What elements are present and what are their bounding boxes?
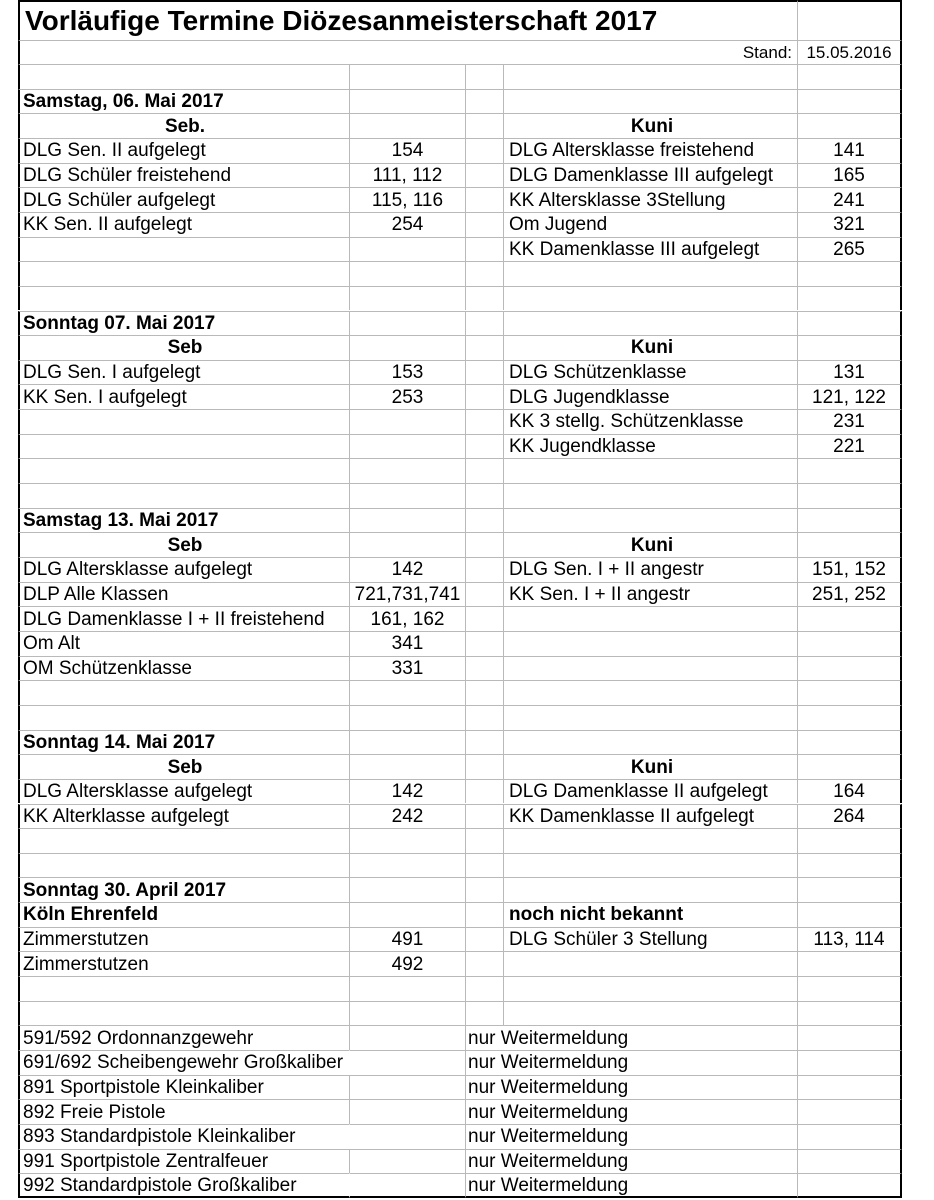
event-row (18, 384, 902, 409)
weitermeldung-row (18, 1050, 902, 1075)
day-date: Sonntag 30. April 2017 (18, 877, 349, 902)
blank-row (18, 261, 902, 286)
event-right-number: 164 (797, 779, 902, 804)
blank-row (18, 458, 902, 483)
event-left-name: DLG Altersklasse aufgelegt (18, 779, 349, 804)
event-right-name: DLG Schüler 3 Stellung (503, 927, 797, 952)
event-left-number (349, 434, 465, 459)
event-row (18, 582, 902, 607)
event-row (18, 631, 902, 656)
event-right-number: 321 (797, 212, 902, 237)
event-right-name: KK Damenklasse II aufgelegt (503, 804, 797, 829)
event-right-number (797, 951, 902, 976)
location-left: Köln Ehrenfeld (18, 902, 349, 927)
location-row (18, 754, 902, 779)
location-right: noch nicht bekannt (503, 902, 797, 927)
event-left-number: 153 (349, 360, 465, 385)
event-right-number (797, 631, 902, 656)
discipline-name: 691/692 Scheibengewehr Großkaliber (18, 1050, 349, 1075)
blank-row (18, 286, 902, 311)
event-row (18, 804, 902, 829)
location-left: Seb (18, 754, 349, 779)
location-row (18, 532, 902, 557)
event-left-name (18, 409, 349, 434)
event-left-name: OM Schützenklasse (18, 656, 349, 681)
location-right: Kuni (503, 754, 797, 779)
event-right-number: 165 (797, 163, 902, 188)
day-date: Sonntag 14. Mai 2017 (18, 730, 349, 755)
event-right-number: 121, 122 (797, 384, 902, 409)
weitermeldung-note: nur Weitermeldung (465, 1099, 797, 1124)
event-right-number: 113, 114 (797, 927, 902, 952)
event-row (18, 557, 902, 582)
event-left-number: 491 (349, 927, 465, 952)
weitermeldung-note: nur Weitermeldung (465, 1124, 797, 1149)
event-left-number: 242 (349, 804, 465, 829)
location-row (18, 113, 902, 138)
weitermeldung-row (18, 1173, 902, 1198)
event-row (18, 237, 902, 262)
event-left-name: DLG Sen. II aufgelegt (18, 138, 349, 163)
event-right-name: KK Sen. I + II angestr (503, 582, 797, 607)
event-left-name: KK Sen. I aufgelegt (18, 384, 349, 409)
discipline-name: 591/592 Ordonnanzgewehr (18, 1025, 349, 1050)
location-left: Seb (18, 335, 349, 360)
event-right-name (503, 606, 797, 631)
event-left-number: 115, 116 (349, 187, 465, 212)
location-right: Kuni (503, 532, 797, 557)
event-left-name: DLG Altersklasse aufgelegt (18, 557, 349, 582)
event-left-number: 142 (349, 779, 465, 804)
blank-row (18, 64, 902, 89)
event-row (18, 212, 902, 237)
day-header-row (18, 311, 902, 336)
weitermeldung-note: nur Weitermeldung (465, 1075, 797, 1100)
event-row (18, 779, 902, 804)
event-right-name: KK 3 stellg. Schützenklasse (503, 409, 797, 434)
event-right-number: 131 (797, 360, 902, 385)
event-right-name: KK Jugendklasse (503, 434, 797, 459)
blank-row (18, 853, 902, 878)
event-right-name: KK Altersklasse 3Stellung (503, 187, 797, 212)
event-left-name: Om Alt (18, 631, 349, 656)
event-left-name: DLG Schüler freistehend (18, 163, 349, 188)
event-left-name: DLG Sen. I aufgelegt (18, 360, 349, 385)
blank-row (18, 976, 902, 1001)
weitermeldung-note: nur Weitermeldung (465, 1050, 797, 1075)
event-right-name: DLG Altersklasse freistehend (503, 138, 797, 163)
event-left-number: 253 (349, 384, 465, 409)
weitermeldung-row (18, 1075, 902, 1100)
event-left-number: 254 (349, 212, 465, 237)
event-right-number: 141 (797, 138, 902, 163)
day-date: Samstag 13. Mai 2017 (18, 508, 349, 533)
event-right-name: DLG Jugendklasse (503, 384, 797, 409)
event-left-name: Zimmerstutzen (18, 951, 349, 976)
event-left-number (349, 237, 465, 262)
event-left-name: Zimmerstutzen (18, 927, 349, 952)
event-right-number: 265 (797, 237, 902, 262)
event-right-name (503, 951, 797, 976)
event-row (18, 138, 902, 163)
event-left-name: DLP Alle Klassen (18, 582, 349, 607)
weitermeldung-note: nur Weitermeldung (465, 1149, 797, 1174)
weitermeldung-note: nur Weitermeldung (465, 1173, 797, 1198)
event-row (18, 360, 902, 385)
event-row (18, 409, 902, 434)
page-title: Vorläufige Termine Diözesanmeisterschaft 2017 (18, 0, 797, 40)
location-row (18, 335, 902, 360)
event-right-number (797, 606, 902, 631)
schedule-sheet (18, 0, 902, 1198)
weitermeldung-row (18, 1025, 902, 1050)
event-row (18, 187, 902, 212)
day-header-row (18, 508, 902, 533)
event-right-name: DLG Schützenklasse (503, 360, 797, 385)
day-date: Samstag, 06. Mai 2017 (18, 89, 349, 114)
event-row (18, 606, 902, 631)
event-row (18, 434, 902, 459)
blank-row (18, 828, 902, 853)
event-left-number: 111, 112 (349, 163, 465, 188)
event-right-number: 231 (797, 409, 902, 434)
weitermeldung-row (18, 1124, 902, 1149)
event-left-number: 721,731,741 (349, 582, 465, 607)
discipline-name: 893 Standardpistole Kleinkaliber (18, 1124, 349, 1149)
event-right-name: DLG Damenklasse II aufgelegt (503, 779, 797, 804)
location-right: Kuni (503, 335, 797, 360)
stand-row (18, 40, 902, 64)
event-right-name: DLG Sen. I + II angestr (503, 557, 797, 582)
event-right-name: DLG Damenklasse III aufgelegt (503, 163, 797, 188)
blank-row (18, 705, 902, 730)
day-header-row (18, 89, 902, 114)
blank-row (18, 680, 902, 705)
day-header-row (18, 877, 902, 902)
day-header-row (18, 730, 902, 755)
event-right-number: 221 (797, 434, 902, 459)
event-left-name: KK Alterklasse aufgelegt (18, 804, 349, 829)
event-left-name: KK Sen. II aufgelegt (18, 212, 349, 237)
discipline-name: 991 Sportpistole Zentralfeuer (18, 1149, 349, 1174)
day-date: Sonntag 07. Mai 2017 (18, 311, 349, 336)
event-left-number: 492 (349, 951, 465, 976)
event-right-name (503, 631, 797, 656)
stand-date: 15.05.2016 (797, 40, 902, 64)
event-left-name (18, 237, 349, 262)
discipline-name: 891 Sportpistole Kleinkaliber (18, 1075, 349, 1100)
event-left-name (18, 434, 349, 459)
blank-row (18, 483, 902, 508)
event-left-number (349, 409, 465, 434)
weitermeldung-row (18, 1149, 902, 1174)
event-row (18, 163, 902, 188)
event-row (18, 927, 902, 952)
event-right-number: 241 (797, 187, 902, 212)
title-row (18, 0, 902, 40)
event-left-number: 341 (349, 631, 465, 656)
event-left-number: 154 (349, 138, 465, 163)
event-left-number: 161, 162 (349, 606, 465, 631)
discipline-name: 992 Standardpistole Großkaliber (18, 1173, 349, 1198)
weitermeldung-row (18, 1099, 902, 1124)
event-left-number: 331 (349, 656, 465, 681)
event-right-name (503, 656, 797, 681)
event-left-number: 142 (349, 557, 465, 582)
event-right-name: Om Jugend (503, 212, 797, 237)
location-row (18, 902, 902, 927)
event-right-number: 251, 252 (797, 582, 902, 607)
event-left-name: DLG Damenklasse I + II freistehend (18, 606, 349, 631)
weitermeldung-note: nur Weitermeldung (465, 1025, 797, 1050)
event-left-name: DLG Schüler aufgelegt (18, 187, 349, 212)
discipline-name: 892 Freie Pistole (18, 1099, 349, 1124)
event-right-name: KK Damenklasse III aufgelegt (503, 237, 797, 262)
event-right-number (797, 656, 902, 681)
location-right: Kuni (503, 113, 797, 138)
event-row (18, 656, 902, 681)
event-right-number: 264 (797, 804, 902, 829)
event-row (18, 951, 902, 976)
blank-row (18, 1001, 902, 1026)
location-left: Seb. (18, 113, 349, 138)
event-right-number: 151, 152 (797, 557, 902, 582)
stand-label: Stand: (18, 40, 797, 64)
location-left: Seb (18, 532, 349, 557)
